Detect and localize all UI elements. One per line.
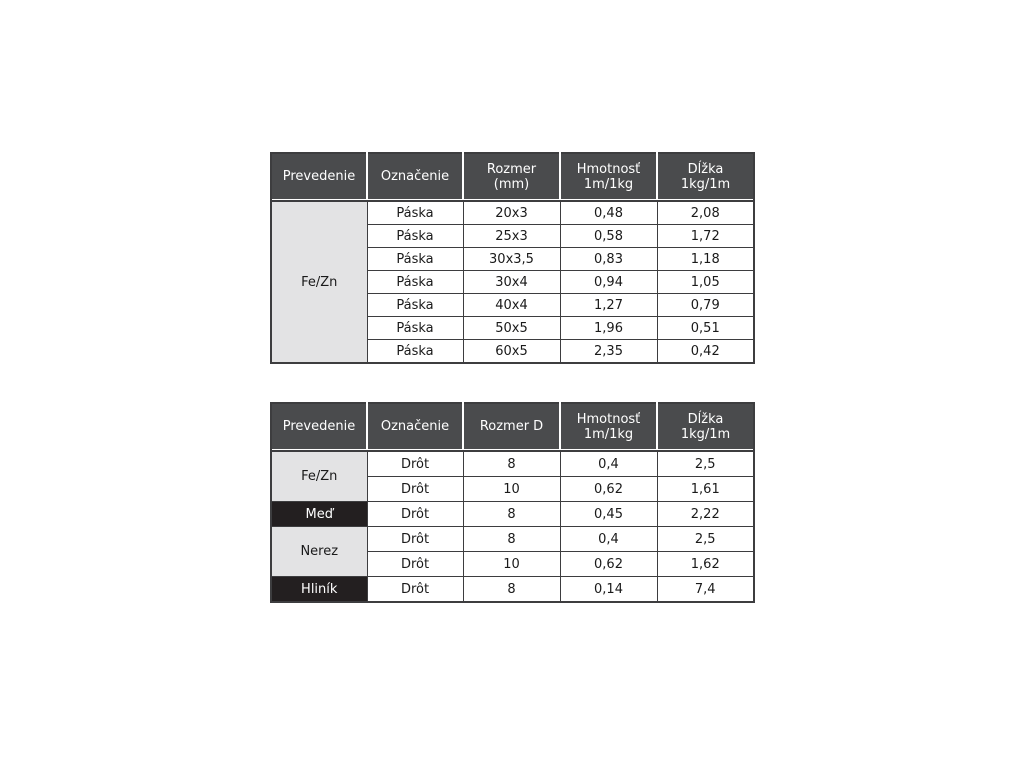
- table-cell: 0,42: [657, 340, 754, 364]
- table-cell: 0,14: [560, 577, 657, 603]
- wire-table-header: [271, 403, 754, 451]
- group-label: Nerez: [271, 527, 367, 577]
- table-row: [271, 451, 754, 477]
- table-cell: 2,5: [657, 527, 754, 552]
- table-cell: 0,58: [560, 225, 657, 248]
- table-cell: 25x3: [463, 225, 560, 248]
- table-cell: 1,62: [657, 552, 754, 577]
- table-cell: 1,96: [560, 317, 657, 340]
- table-cell: Páska: [367, 340, 463, 364]
- header-hmotnost: Hmotnosť 1m/1kg: [560, 403, 657, 449]
- table-cell: 30x3,5: [463, 248, 560, 271]
- table-cell: 0,62: [560, 552, 657, 577]
- header-rozmer-d: Rozmer D: [463, 403, 560, 449]
- table-cell: 8: [463, 577, 560, 603]
- strip-table-body: [271, 201, 754, 363]
- table-cell: 8: [463, 451, 560, 477]
- table-cell: 30x4: [463, 271, 560, 294]
- table-cell: 10: [463, 477, 560, 502]
- strip-table-header: [271, 153, 754, 201]
- table-cell: 0,83: [560, 248, 657, 271]
- table-cell: Drôt: [367, 477, 463, 502]
- header-prevedenie: Prevedenie: [271, 153, 367, 199]
- table-row: [271, 502, 754, 527]
- table-cell: 2,5: [657, 451, 754, 477]
- table-cell: Páska: [367, 248, 463, 271]
- group-label: Hliník: [271, 577, 367, 603]
- table-cell: Páska: [367, 271, 463, 294]
- table-cell: 2,22: [657, 502, 754, 527]
- table-cell: 8: [463, 502, 560, 527]
- table-cell: 1,61: [657, 477, 754, 502]
- table-cell: 0,45: [560, 502, 657, 527]
- table-cell: Páska: [367, 294, 463, 317]
- table-cell: Drôt: [367, 502, 463, 527]
- table-cell: 2,08: [657, 201, 754, 225]
- table-cell: 60x5: [463, 340, 560, 364]
- table-cell: 1,18: [657, 248, 754, 271]
- table-row: [271, 201, 754, 225]
- table-cell: 0,4: [560, 527, 657, 552]
- header-oznacenie: Označenie: [367, 403, 463, 449]
- table-cell: 0,4: [560, 451, 657, 477]
- table-row: [271, 527, 754, 552]
- table-cell: 50x5: [463, 317, 560, 340]
- header-rozmer: Rozmer (mm): [463, 153, 560, 199]
- header-dlzka: Dĺžka 1kg/1m: [657, 403, 754, 449]
- table-cell: Páska: [367, 317, 463, 340]
- wire-table-body: [271, 451, 754, 602]
- table-cell: Drôt: [367, 527, 463, 552]
- group-label: Meď: [271, 502, 367, 527]
- table-cell: Páska: [367, 201, 463, 225]
- header-oznacenie: Označenie: [367, 153, 463, 199]
- header-dlzka: Dĺžka 1kg/1m: [657, 153, 754, 199]
- table-cell: 0,79: [657, 294, 754, 317]
- table-cell: 1,05: [657, 271, 754, 294]
- table-cell: Drôt: [367, 552, 463, 577]
- table-cell: 10: [463, 552, 560, 577]
- header-hmotnost: Hmotnosť 1m/1kg: [560, 153, 657, 199]
- group-label: Fe/Zn: [271, 451, 367, 502]
- table-cell: 1,27: [560, 294, 657, 317]
- table-cell: 8: [463, 527, 560, 552]
- table-cell: 1,72: [657, 225, 754, 248]
- table-cell: 0,48: [560, 201, 657, 225]
- strip-table: [270, 152, 755, 364]
- table-cell: 0,51: [657, 317, 754, 340]
- wire-table: [270, 402, 755, 603]
- table-cell: 2,35: [560, 340, 657, 364]
- table-cell: Páska: [367, 225, 463, 248]
- table-cell: 0,62: [560, 477, 657, 502]
- table-cell: 0,94: [560, 271, 657, 294]
- table-cell: 7,4: [657, 577, 754, 603]
- table-cell: Drôt: [367, 577, 463, 603]
- header-prevedenie: Prevedenie: [271, 403, 367, 449]
- table-cell: 40x4: [463, 294, 560, 317]
- table-cell: Drôt: [367, 451, 463, 477]
- table-row: [271, 577, 754, 603]
- group-label: Fe/Zn: [271, 201, 367, 363]
- table-cell: 20x3: [463, 201, 560, 225]
